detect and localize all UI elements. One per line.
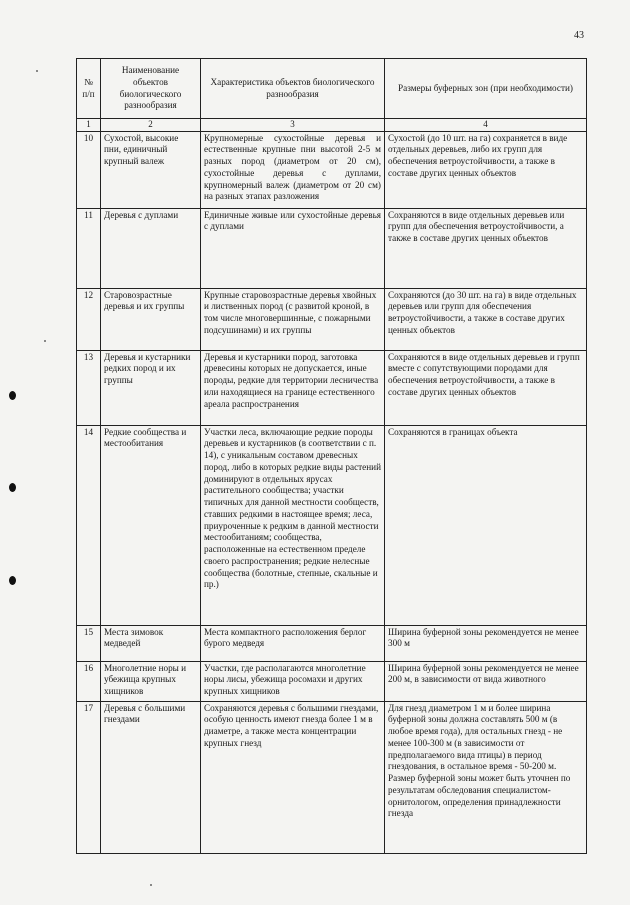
table-header-row bbox=[77, 59, 587, 119]
row-number: 10 bbox=[77, 131, 101, 208]
column-number: 4 bbox=[385, 119, 587, 132]
header-number: № п/п bbox=[77, 59, 101, 119]
table-row bbox=[77, 661, 587, 701]
row-number: 11 bbox=[77, 208, 101, 288]
table-row bbox=[77, 208, 587, 288]
table-row bbox=[77, 425, 587, 625]
biodiversity-objects-table bbox=[76, 58, 587, 854]
row-description: Участки, где располагаются многолетние норы лисы, убежища росомахи и других крупных хищников bbox=[201, 661, 385, 701]
column-number-row bbox=[77, 119, 587, 132]
table-row bbox=[77, 131, 587, 208]
row-name: Старовозрастные деревья и их группы bbox=[101, 288, 201, 350]
punch-hole-mark bbox=[9, 483, 16, 492]
row-buffer: Сохраняются (до 30 шт. на га) в виде отдельных деревьев или групп для обеспечения ветроустойчивости, а также в составе других ценных объектов bbox=[385, 288, 587, 350]
row-buffer: Сохраняются в границах объекта bbox=[385, 425, 587, 625]
row-number: 16 bbox=[77, 661, 101, 701]
row-number: 12 bbox=[77, 288, 101, 350]
row-name: Деревья с большими гнездами bbox=[101, 701, 201, 853]
table-row bbox=[77, 288, 587, 350]
row-buffer: Ширина буферной зоны рекомендуется не менее 300 м bbox=[385, 625, 587, 661]
row-number: 15 bbox=[77, 625, 101, 661]
row-buffer: Для гнезд диаметром 1 м и более ширина буферной зоны должна составлять 500 м (в любое время года), для остальных гнезд - не менее 100-300 м (в зависимости от предполагаемого вида птицы) в период гнездования, в остальное время - 50-200 м. Размер буферной зоны может быть уточнен по результатам обследования специалистом- орнитологом, определения принадлежности гнезда bbox=[385, 701, 587, 853]
row-name: Многолетние норы и убежища крупных хищников bbox=[101, 661, 201, 701]
header-characteristics: Характеристика объектов биологического разнообразия bbox=[201, 59, 385, 119]
row-number: 14 bbox=[77, 425, 101, 625]
row-description: Деревья и кустарники пород, заготовка древесины которых не допускается, иные породы, редкие для территории лесничества или находящиеся на границе естественного ареала распространения bbox=[201, 350, 385, 425]
table-row bbox=[77, 701, 587, 853]
punch-hole-mark bbox=[9, 391, 16, 400]
row-name: Редкие сообщества и местообитания bbox=[101, 425, 201, 625]
column-number: 3 bbox=[201, 119, 385, 132]
scan-speck bbox=[36, 70, 38, 72]
row-description: Единичные живые или сухостойные деревья с дуплами bbox=[201, 208, 385, 288]
row-buffer: Ширина буферной зоны рекомендуется не менее 200 м, в зависимости от вида животного bbox=[385, 661, 587, 701]
row-description: Сохраняются деревья с большими гнездами, особую ценность имеют гнезда более 1 м в диаметре, а также места концентрации крупных гнезд bbox=[201, 701, 385, 853]
row-name: Деревья и кустарники редких пород и их группы bbox=[101, 350, 201, 425]
page-number: 43 bbox=[574, 30, 584, 41]
header-name: Наименование объектов биологического разнообразия bbox=[101, 59, 201, 119]
row-description: Крупномерные сухостойные деревья и естественные крупные пни высотой 2-5 м разных пород (диаметром от 20 см), сухостойные деревья с дуплами, крупномерный валеж (диаметром от 20 см) на разных этапах разложения bbox=[201, 131, 385, 208]
column-number: 1 bbox=[77, 119, 101, 132]
header-buffer-size: Размеры буферных зон (при необходимости) bbox=[385, 59, 587, 119]
row-description: Крупные старовозрастные деревья хвойных и лиственных пород (с развитой кроной, в том числе многовершинные, с пожарными подсушинами) и их группы bbox=[201, 288, 385, 350]
punch-hole-mark bbox=[9, 576, 16, 585]
scan-speck bbox=[150, 884, 152, 886]
scan-speck bbox=[44, 340, 46, 342]
column-number: 2 bbox=[101, 119, 201, 132]
row-number: 13 bbox=[77, 350, 101, 425]
row-number: 17 bbox=[77, 701, 101, 853]
table-row bbox=[77, 625, 587, 661]
table-row bbox=[77, 350, 587, 425]
row-description: Участки леса, включающие редкие породы деревьев и кустарников (в соответствии с п. 14), с уникальным составом древесных пород, либо в которых редкие виды растений доминируют в отдельных ярусах растительного сообщества; участки типичных для данной местности сообществ, ставших редкими в настоящее время; леса, приуроченные к редким в данной местности местообитаниям; сообщества, расположенные на естественном пределе своего распространения; редкие нелесные сообщества (болотные, степные, скальные и пр.) bbox=[201, 425, 385, 625]
row-name: Деревья с дуплами bbox=[101, 208, 201, 288]
row-description: Места компактного расположения берлог бурого медведя bbox=[201, 625, 385, 661]
row-buffer: Сохраняются в виде отдельных деревьев и групп вместе с сопутствующими породами для обеспечения ветроустойчивости, а также в составе других ценных объектов bbox=[385, 350, 587, 425]
row-buffer: Сухостой (до 10 шт. на га) сохраняется в виде отдельных деревьев, либо их групп для обеспечения ветроустойчивости, а также в составе других ценных объектов bbox=[385, 131, 587, 208]
row-name: Сухостой, высокие пни, единичный крупный валеж bbox=[101, 131, 201, 208]
row-name: Места зимовок медведей bbox=[101, 625, 201, 661]
row-buffer: Сохраняются в виде отдельных деревьев или групп для обеспечения ветроустойчивости, а также в составе других ценных объектов bbox=[385, 208, 587, 288]
